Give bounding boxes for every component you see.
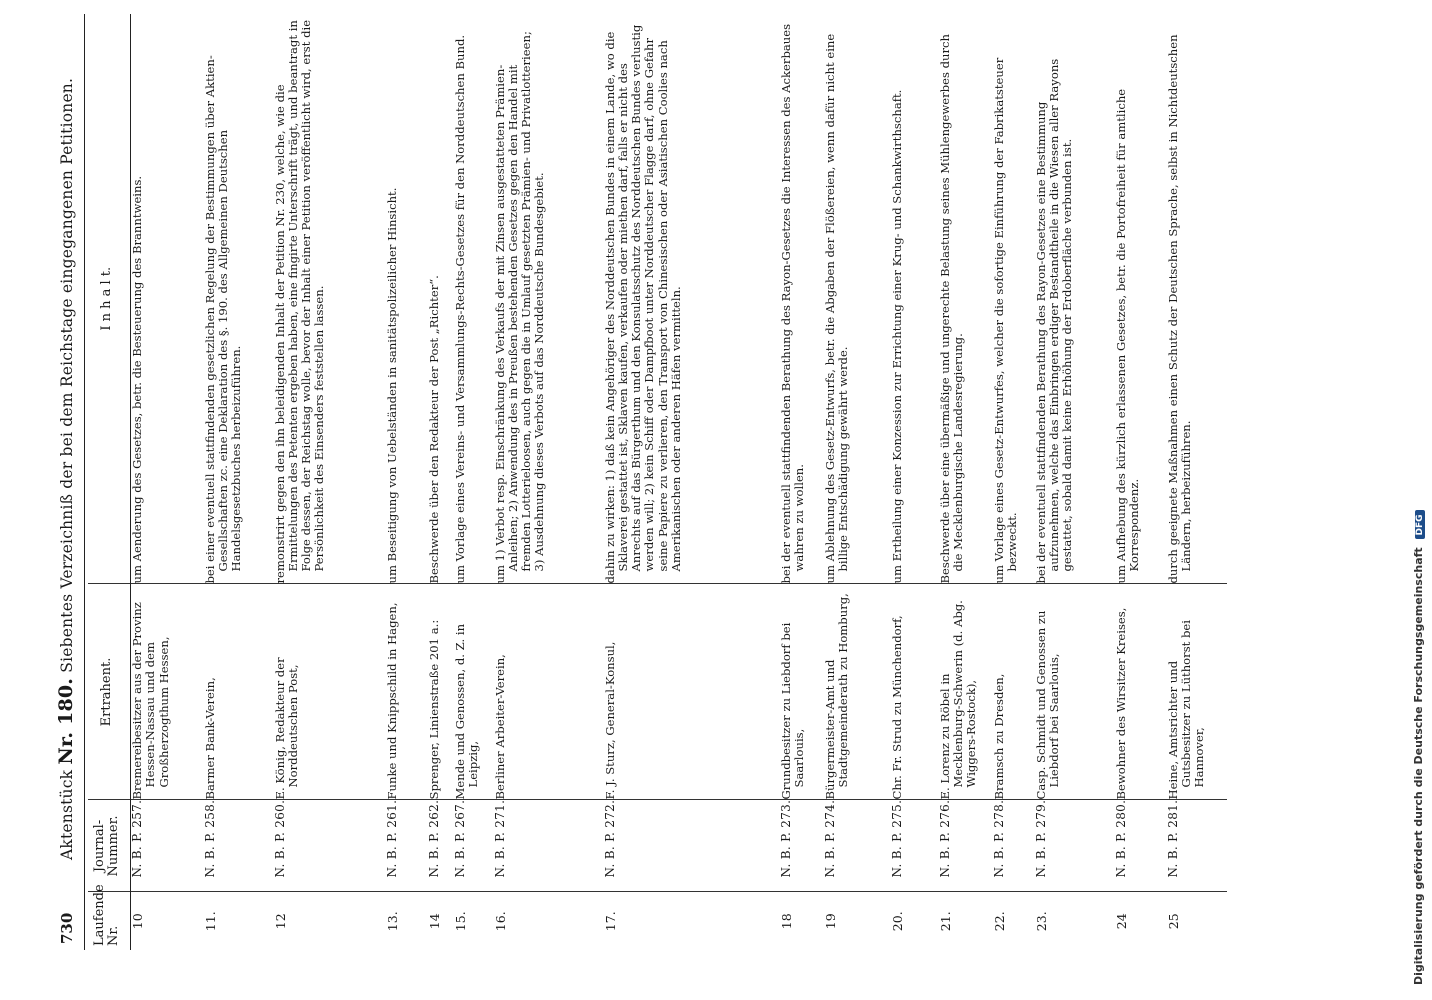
inhalt-cell: bei der eventuell stattfindenden Berathung des Rayon-Gesetzes eine Bestimmung aufzunehmen, welche das Einbringen erdiger Bestandtheile in die Wiesen aller Rayons gestattet, sobald damit keine Erhöhung der Erdoberfläche verbunden ist. <box>1035 14 1115 584</box>
inhalt-cell: um Vorlage eines Gesetz-Entwurfes, welcher die sofortige Einführung der Fabrikatsteuer bezweckt. <box>993 14 1035 584</box>
journal-number: N. B. P. 257. <box>131 800 204 892</box>
dfg-logo-icon: DFG <box>1415 510 1425 539</box>
inhalt-cell: Beschwerde über eine übermäßige und ungerechte Belastung seines Mühlengewerbes durch die Mecklenburgische Landesregierung. <box>939 14 993 584</box>
ertrahent-cell: Sprenger, Linienstraße 201 a.: <box>428 584 454 800</box>
journal-number: N. B. P. 278. <box>993 800 1035 892</box>
ertrahent-cell: Bramsch zu Dresden, <box>993 584 1035 800</box>
petitions-table <box>88 14 1227 950</box>
table-row <box>428 14 454 950</box>
journal-number: N. B. P. 271. <box>494 800 604 892</box>
table-row <box>386 14 428 950</box>
row-number: 11. <box>202 911 218 932</box>
row-number: 10 <box>130 913 145 930</box>
ertrahent-cell: E. König, Redakteur der Norddeutschen Post, <box>274 584 386 800</box>
doc-number: Nr. 180. <box>55 677 77 765</box>
doc-title-text: Siebentes Verzeichniß der bei dem Reichstage eingegangenen Petitionen. <box>58 77 76 673</box>
inhalt-cell: um Ertheilung einer Konzession zur Errichtung einer Krug- und Schankwirthschaft. <box>891 14 939 584</box>
journal-number: N. B. P. 262. <box>428 800 454 892</box>
inhalt-cell: um 1) Verbot resp. Einschränkung des Verkaufs der mit Zinsen ausgestatteten Prämien-Anleihen; 2) Anwendung des in Preußen bestehenden Gesetzes gegen den Handel mit fremden Lotterieloosen, auch gegen die in Umlauf gesetzten Prämien- und Privatlotterieen; 3) Ausdehnung dieses Verbots auf das Norddeutsche Bundesgebiet. <box>494 14 604 584</box>
table-row <box>454 14 494 950</box>
journal-number: N. B. P. 272. <box>604 800 780 892</box>
row-number: 19 <box>822 913 838 930</box>
row-number: 18 <box>778 913 794 930</box>
ertrahent-cell: Barmer Bank-Verein, <box>204 584 274 800</box>
row-number: 12 <box>272 913 288 930</box>
ertrahent-cell: Funke und Knippschild in Hagen, <box>386 584 428 800</box>
inhalt-cell: durch geeignete Maßnahmen einen Schutz der Deutschen Sprache, selbst in Nichtdeutschen Ländern, herbeizuführen. <box>1167 14 1227 584</box>
row-number: 21. <box>937 911 953 932</box>
journal-number: N. B. P. 279. <box>1035 800 1115 892</box>
row-number: 22. <box>991 911 1007 932</box>
row-number: 23. <box>1033 911 1049 932</box>
table-row <box>1115 14 1167 950</box>
row-number: 17. <box>602 911 618 932</box>
inhalt-cell: um Aufhebung des kürzlich erlassenen Gesetzes, betr. die Portofreiheit für amtliche Korrespondenz. <box>1115 14 1167 584</box>
inhalt-cell: remonstrirt gegen den ihn beleidigenden Inhalt der Petition Nr. 230, welche, wie die Ermittelungen des Petenten ergeben haben, eine fingirte Unterschrift trägt, und beantragt in Folge dessen, der Reichstag wolle, bevor der Inhalt einer Petition veröffentlicht wird, erst die Persönlichkeit des Einsenders feststellen lassen. <box>274 14 386 584</box>
doc-label: Aktenstück <box>58 769 76 860</box>
ertrahent-cell: Mende und Genossen, d. Z. in Leipzig, <box>454 584 494 800</box>
journal-number: N. B. P. 275. <box>891 800 939 892</box>
row-number: 25 <box>1165 913 1181 930</box>
table-row <box>993 14 1035 950</box>
row-number: 15. <box>452 911 468 932</box>
ertrahent-cell: Grundbesitzer zu Liebdorf bei Saarlouis, <box>780 584 824 800</box>
inhalt-cell: dahin zu wirken: 1) daß kein Angehöriger des Norddeutschen Bundes in einem Lande, wo die Sklaverei gestattet ist, Sklaven kaufen, verkaufen oder miethen darf, falls er nicht des Anrechts auf das Bürgerthum und den Konsulatsschutz des Norddeutschen Bundes verlustig werden will; 2) kein Schiff oder Dampfboot unter Norddeutscher Flagge darf, ohne Gefahr seine Papiere zu verlieren, den Transport von Chinesischen oder Asiatischen Coolies nach Amerikanischen oder anderen Häfen vermitteln. <box>604 14 780 584</box>
journal-number: N. B. P. 274. <box>824 800 891 892</box>
col-header-ertrahent: Ertrahent. <box>88 584 131 800</box>
ertrahent-cell: F. J. Sturz, General-Konsul, <box>604 584 780 800</box>
inhalt-cell: um Vorlage eines Vereins- und Versammlungs-Rechts-Gesetzes für den Norddeutschen Bund. <box>454 14 494 584</box>
table-row <box>604 14 780 950</box>
journal-number: N. B. P. 273. <box>780 800 824 892</box>
col-header-journal-nummer: Journal-Nummer. <box>88 800 131 892</box>
inhalt-cell: Beschwerde über den Redakteur der Post „Richter“. <box>428 14 454 584</box>
journal-number: N. B. P. 260. <box>274 800 386 892</box>
ertrahent-cell: Chr. Fr. Strud zu Münchendorf, <box>891 584 939 800</box>
ertrahent-cell: Heine, Amtsrichter und Gutsbesitzer zu Lüthorst bei Hannover, <box>1167 584 1227 800</box>
journal-number: N. B. P. 258. <box>204 800 274 892</box>
row-number: 14 <box>426 913 442 930</box>
table-row <box>274 14 386 950</box>
row-number: 20. <box>889 911 905 932</box>
table-row <box>939 14 993 950</box>
digitization-credit <box>1412 5 1425 985</box>
table-row <box>824 14 891 950</box>
credit-text: Digitalisierung gefördert durch die Deutsche Forschungsgemeinschaft <box>1412 547 1425 985</box>
ertrahent-cell: Berliner Arbeiter-Verein, <box>494 584 604 800</box>
header-rule <box>84 14 85 950</box>
table-row <box>780 14 824 950</box>
ertrahent-cell: Bremereibesitzer aus der Provinz Hessen-Nassau und dem Großherzogthum Hessen, <box>131 584 204 800</box>
ertrahent-cell: Casp. Schmidt und Genossen zu Liebdorf bei Saarlouis, <box>1035 584 1115 800</box>
table-row <box>1035 14 1115 950</box>
col-header-laufende-nr: Laufende Nr. <box>88 892 131 950</box>
inhalt-cell: bei einer eventuell stattfindenden gesetzlichen Regelung der Bestimmungen über Aktien-Gesellschaften zc. eine Deklaration des §. 190. des Allgemeinen Deutschen Handelsgesetzbuches herbeizuführen. <box>204 14 274 584</box>
document-title <box>55 20 77 860</box>
inhalt-cell: bei der eventuell stattfindenden Berathung des Rayon-Gesetzes die Interessen des Ackerbaues wahren zu wollen. <box>780 14 824 584</box>
table-row <box>891 14 939 950</box>
ertrahent-cell: Bürgermeister-Amt und Stadtgemeinderath zu Homburg, <box>824 584 891 800</box>
page-number: 730 <box>58 912 76 944</box>
inhalt-cell: um Aenderung des Gesetzes, betr. die Besteuerung des Branntweins. <box>131 14 204 584</box>
row-number: 16. <box>492 911 508 932</box>
journal-number: N. B. P. 261. <box>386 800 428 892</box>
table-row <box>204 14 274 950</box>
journal-number: N. B. P. 281. <box>1167 800 1227 892</box>
table-row <box>494 14 604 950</box>
journal-number: N. B. P. 280. <box>1115 800 1167 892</box>
journal-number: N. B. P. 276. <box>939 800 993 892</box>
col-header-inhalt: I n h a l t. <box>88 14 131 584</box>
ertrahent-cell: E. Lorenz zu Röbel in Mecklenburg-Schwerin (d. Abg. Wiggers-Rostock), <box>939 584 993 800</box>
journal-number: N. B. P. 267. <box>454 800 494 892</box>
table-row <box>131 14 204 950</box>
inhalt-cell: um Ablehnung des Gesetz-Entwurfs, betr. die Abgaben der Flößereien, wenn dafür nicht eine billige Entschädigung gewährt werde. <box>824 14 891 584</box>
inhalt-cell: um Beseitigung von Uebelständen in sanitätspolizeilicher Hinsicht. <box>386 14 428 584</box>
row-number: 13. <box>384 911 400 932</box>
ertrahent-cell: Bewohner des Wirsitzer Kreises, <box>1115 584 1167 800</box>
table-header-row <box>88 14 131 950</box>
row-number: 24 <box>1113 913 1129 930</box>
table-row <box>1167 14 1227 950</box>
